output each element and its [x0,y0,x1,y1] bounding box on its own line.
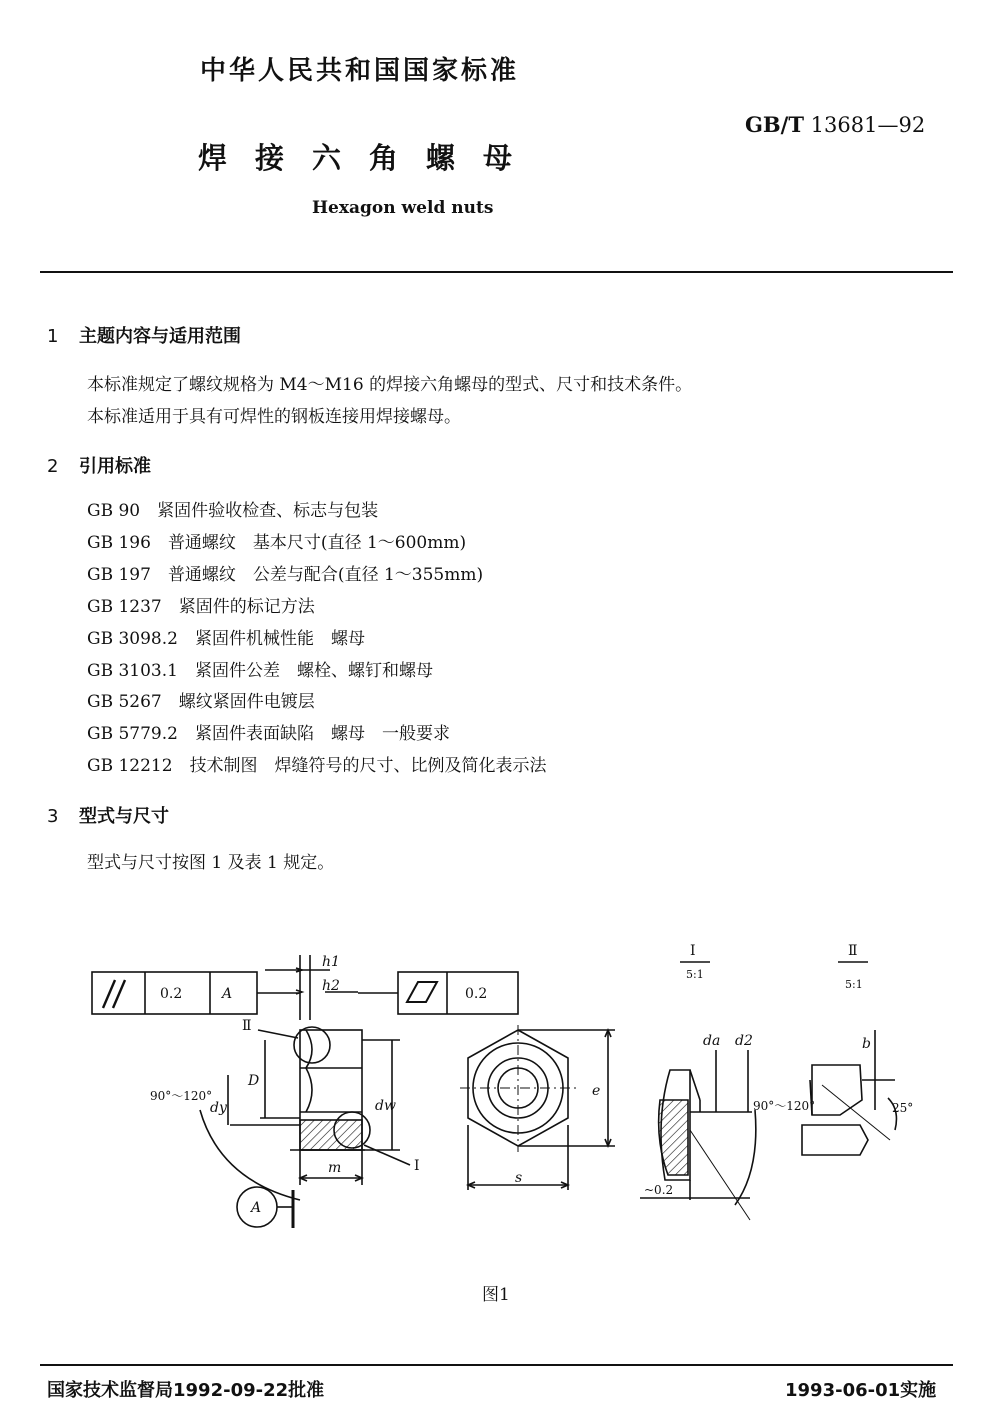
tolerance-frame-flatness [398,972,518,1014]
ref-item: GB 1237 紧固件的标记方法 [87,597,315,617]
label-gap: ~0.2 [644,1183,674,1197]
figure-caption: 图1 [482,1285,510,1305]
label-roman-ii: Ⅱ [242,1018,252,1034]
label-dy: dy [210,1100,227,1116]
label-angle-3: 25° [892,1101,914,1115]
ref-item: GB 3098.2 紧固件机械性能 螺母 [87,629,365,649]
ref-item: GB 197 普通螺纹 公差与配合(直径 1～355mm) [87,565,484,585]
detail-ii-scale: 5:1 [845,978,863,991]
section-1-heading: 1 主题内容与适用范围 [47,326,241,347]
label-datum-a: A [251,1200,262,1216]
section-3-heading: 3 型式与尺寸 [47,806,169,827]
nut-side-view [200,1027,410,1228]
section-3-para-1: 型式与尺寸按图 1 及表 1 规定。 [87,853,335,873]
detail-i-view [640,962,756,1220]
section-1-para-1: 本标准规定了螺纹规格为 M4～M16 的焊接六角螺母的型式、尺寸和技术条件。 [87,375,693,395]
frame1-value: 0.2 [160,986,183,1002]
label-b: b [862,1036,871,1052]
label-h1: h1 [322,954,340,970]
label-dw: dw [375,1098,396,1114]
effective-date: 1993-06-01实施 [785,1380,937,1401]
label-angle-1: 90°～120° [150,1089,213,1103]
section-1-para-2: 本标准适用于具有可焊性的钢板连接用焊接螺母。 [87,407,461,427]
ref-item: GB 5267 螺纹紧固件电镀层 [87,692,315,712]
label-da: da [703,1033,721,1049]
detail-i-roman: Ⅰ [690,943,696,959]
ref-item: GB 90 紧固件验收检查、标志与包装 [87,501,379,521]
label-s: s [515,1170,523,1186]
detail-i-scale: 5:1 [686,968,704,981]
section-2-heading: 2 引用标准 [47,456,151,477]
ref-item: GB 5779.2 紧固件表面缺陷 螺母 一般要求 [87,724,450,744]
label-h2: h2 [322,978,340,994]
ref-item: GB 196 普通螺纹 基本尺寸(直径 1～600mm) [87,533,467,553]
label-roman-i: Ⅰ [414,1158,420,1174]
label-d2: d2 [735,1033,753,1049]
header-rule [40,271,953,273]
footer-rule [40,1364,953,1366]
detail-ii-roman: Ⅱ [848,943,858,959]
english-title: Hexagon weld nuts [312,198,494,218]
ref-item: GB 3103.1 紧固件公差 螺栓、螺钉和螺母 [87,661,433,681]
frame1-datum: A [222,986,233,1002]
issuing-org: 中华人民共和国国家标准 [200,56,520,86]
approval-date: 国家技术监督局1992-09-22批准 [47,1380,325,1401]
ref-item: GB 12212 技术制图 焊缝符号的尺寸、比例及简化表示法 [87,756,547,776]
nut-top-view [460,1025,615,1190]
standard-code: GB/T 13681—92 [745,112,926,137]
label-angle-2: 90°～120° [753,1099,816,1113]
page-title: 焊接六角螺母 [198,141,541,175]
frame2-value: 0.2 [465,986,488,1002]
label-e: e [592,1083,601,1099]
label-m: m [328,1160,342,1176]
label-D: D [248,1073,260,1089]
figure-1-drawing [0,930,1000,1260]
